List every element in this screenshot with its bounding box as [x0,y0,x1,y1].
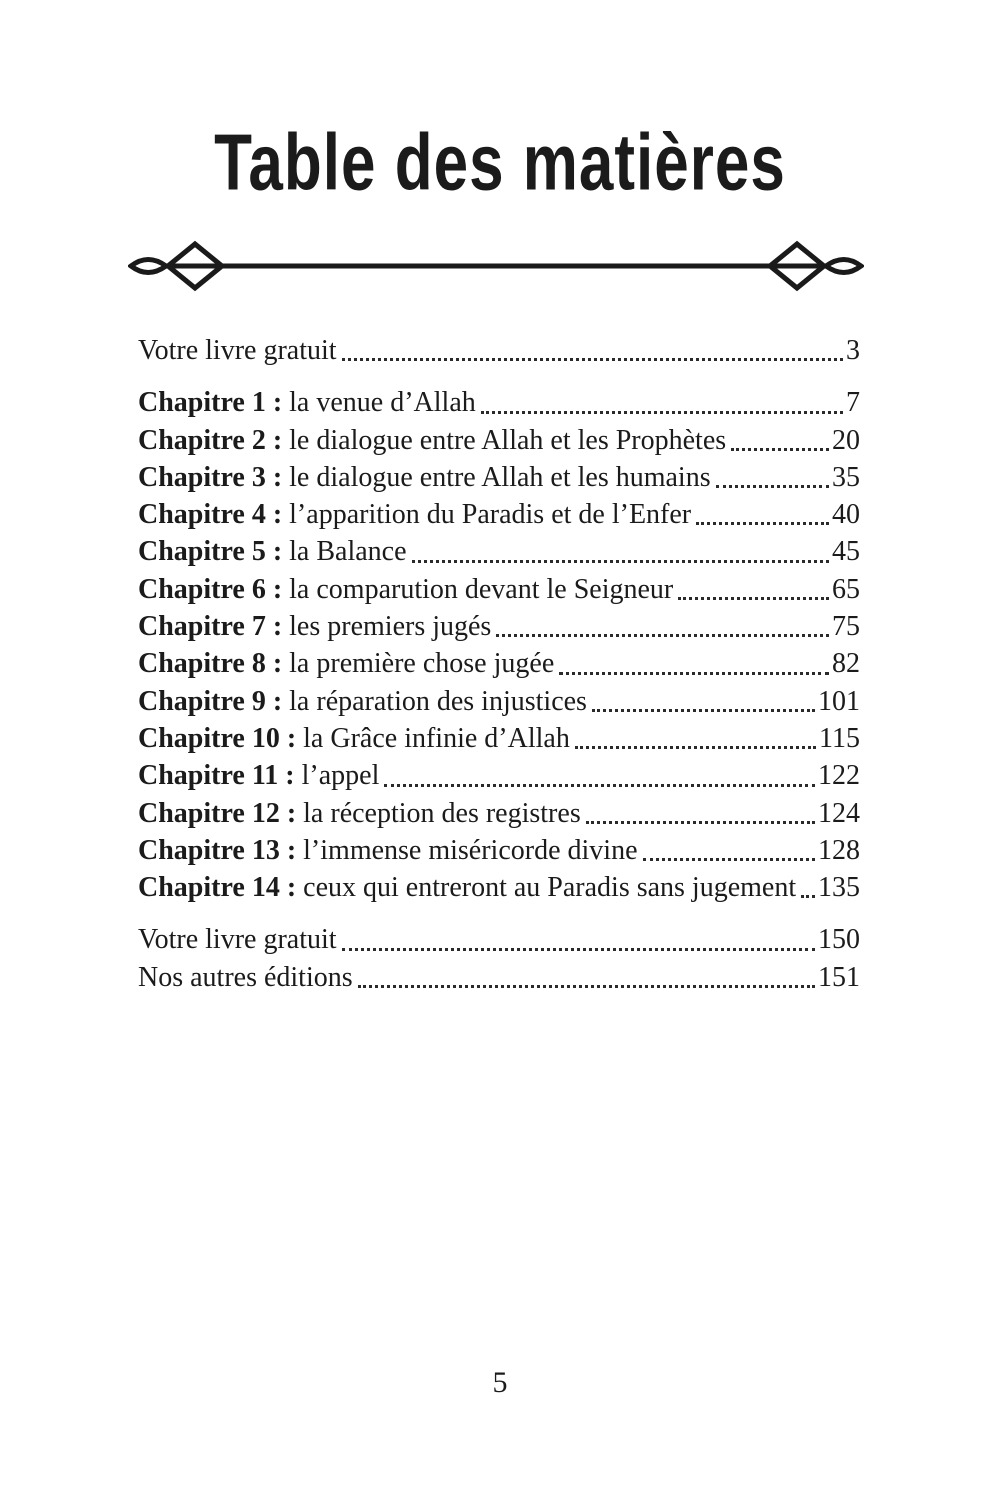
entry-title: l’appel [301,760,380,792]
toc-entry [138,533,860,570]
entry-page-number: 35 [832,461,860,493]
toc-entry [138,384,860,421]
dot-leader [358,985,815,988]
chapter-label: Chapitre 10 : [138,722,304,754]
dot-leader [496,634,829,637]
entry-page-number: 45 [832,536,860,568]
entry-page-number: 124 [818,797,860,829]
entry-text [138,496,691,533]
entry-page-number: 65 [832,573,860,605]
toc-entry [138,608,860,645]
entry-text [138,959,353,996]
entry-page-number: 75 [832,611,860,643]
entry-text [138,869,796,906]
toc-entry [138,720,860,757]
dot-leader [481,411,843,414]
dot-leader [678,597,829,600]
entry-text [138,533,407,570]
page-title: Table des matières [214,119,786,208]
chapter-label: Chapitre 5 : [138,536,290,568]
chapter-label: Chapitre 11 : [138,760,302,792]
entry-page-number: 122 [818,760,860,792]
toc-entry [138,496,860,533]
entry-text [138,459,711,496]
entry-text [138,921,337,958]
toc-section [138,332,860,369]
dot-leader [342,358,843,361]
ornamental-divider [128,238,864,294]
toc [138,332,860,996]
entry-page-number: 20 [832,424,860,456]
toc-entry [138,757,860,794]
entry-title: la Balance [289,536,407,568]
entry-page-number: 150 [818,924,860,956]
entry-title: Nos autres éditions [138,961,353,993]
toc-entry [138,921,860,958]
entry-title: ceux qui entreront au Paradis sans jugement [303,872,797,904]
chapter-label: Chapitre 6 : [138,573,290,605]
dot-leader [586,821,815,824]
chapter-label: Chapitre 13 : [138,834,304,866]
toc-entry [138,795,860,832]
entry-text [138,422,726,459]
toc-entry [138,459,860,496]
entry-page-number: 40 [832,499,860,531]
folio-page-number: 5 [492,1366,508,1399]
toc-section [138,384,860,906]
dot-leader [575,746,816,749]
chapter-label: Chapitre 12 : [138,797,304,829]
toc-entry [138,869,860,906]
dot-leader [559,672,829,675]
dot-leader [592,709,815,712]
toc-entry [138,332,860,369]
chapter-label: Chapitre 2 : [138,424,290,456]
toc-entry [138,683,860,720]
divider-right-leaf-icon [826,260,861,273]
entry-page-number: 135 [818,872,860,904]
toc-entry [138,645,860,682]
chapter-label: Chapitre 7 : [138,611,290,643]
chapter-label: Chapitre 14 : [138,872,304,904]
chapter-label: Chapitre 4 : [138,499,290,531]
entry-page-number: 128 [818,834,860,866]
entry-page-number: 82 [832,648,860,680]
entry-title: les premiers jugés [289,611,492,643]
entry-title: la réparation des injustices [289,685,587,717]
entry-title: la Grâce infinie d’Allah [303,722,570,754]
entry-text [138,795,581,832]
toc-entry [138,959,860,996]
dot-leader [716,485,829,488]
entry-text [138,645,554,682]
entry-page-number: 3 [846,335,860,366]
entry-title: l’apparition du Paradis et de l’Enfer [289,499,692,531]
entry-title: la venue d’Allah [289,387,476,419]
toc-entry [138,422,860,459]
entry-text [138,384,476,421]
entry-title: Votre livre gratuit [138,335,337,366]
toc-entry [138,571,860,608]
dot-leader [412,560,829,563]
entry-title: Votre livre gratuit [138,924,337,956]
dot-leader [643,858,815,861]
dot-leader [801,895,815,898]
entry-title: la première chose jugée [289,648,555,680]
entry-text [138,683,587,720]
chapter-label: Chapitre 9 : [138,685,290,717]
entry-text [138,720,570,757]
entry-page-number: 7 [846,387,860,419]
entry-title: le dialogue entre Allah et les Prophètes [289,424,727,456]
toc-entry [138,832,860,869]
chapter-label: Chapitre 8 : [138,648,290,680]
entry-page-number: 151 [818,961,860,993]
entry-text [138,571,673,608]
entry-text [138,608,491,645]
entry-title: l’immense miséricorde divine [303,834,638,866]
entry-text [138,832,638,869]
chapter-label: Chapitre 1 : [138,387,290,419]
dot-leader [731,448,829,451]
entry-page-number: 101 [818,685,860,717]
divider-left-leaf-icon [131,260,166,273]
entry-title: la réception des registres [303,797,581,829]
entry-title: la comparution devant le Seigneur [289,573,674,605]
toc-section [138,921,860,996]
chapter-label: Chapitre 3 : [138,461,290,493]
dot-leader [384,784,815,787]
entry-page-number: 115 [819,722,860,754]
entry-text [138,757,379,794]
dot-leader [342,948,815,951]
entry-title: le dialogue entre Allah et les humains [289,461,711,493]
dot-leader [696,522,829,525]
entry-text [138,332,337,369]
